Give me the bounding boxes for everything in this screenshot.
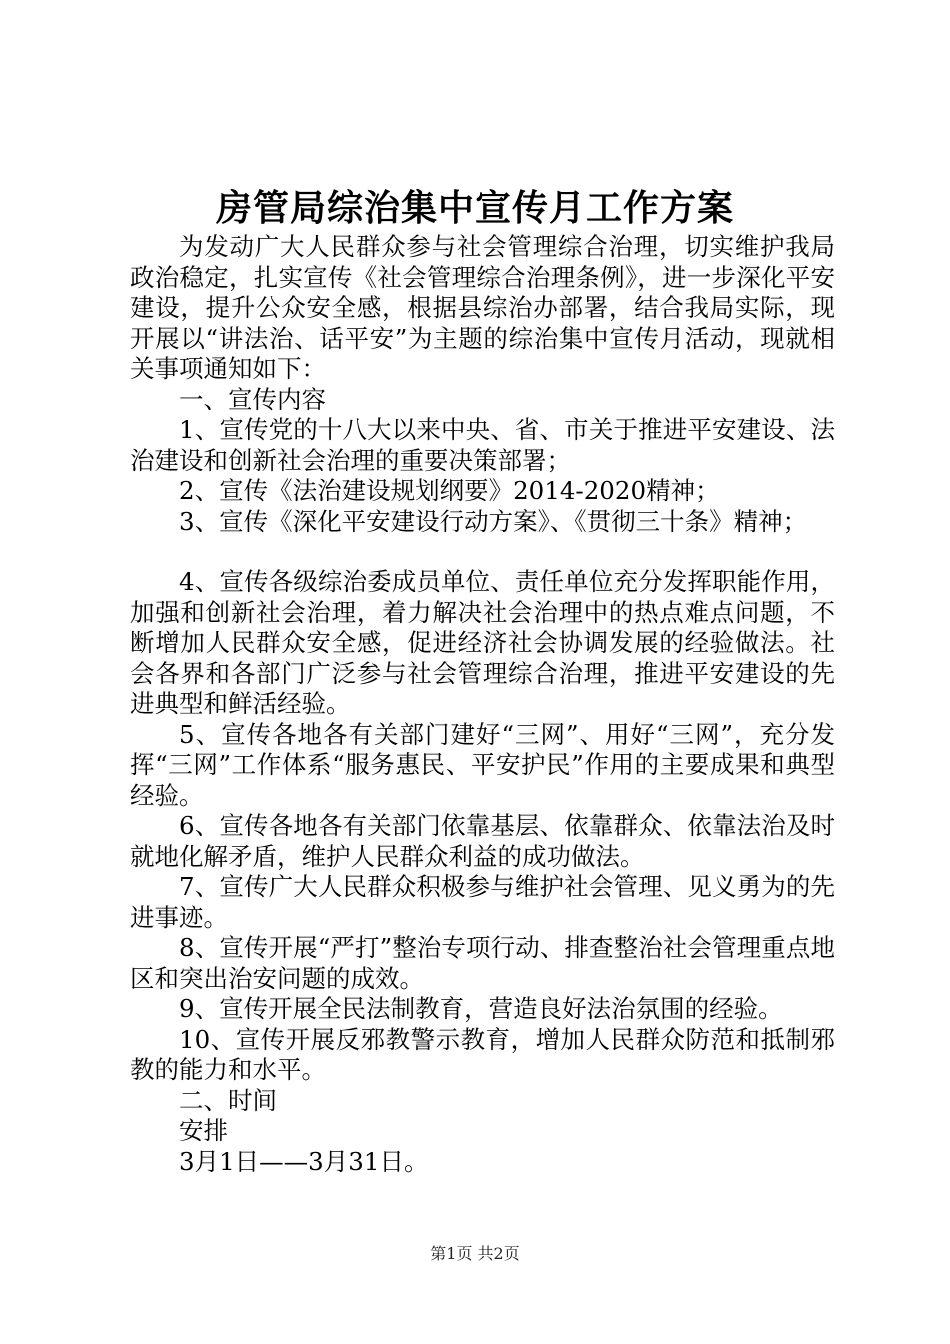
list-item: 7、宣传广大人民群众积极参与维护社会管理、见义勇为的先进事迹。 — [130, 872, 835, 932]
list-item: 1、宣传党的十八大以来中央、省、市关于推进平安建设、法治建设和创新社会治理的重要决策部署； — [130, 415, 835, 475]
page-footer: 第1页 共2页 — [430, 1244, 520, 1263]
list-item: 9、宣传开展全民法制教育，营造良好法治氛围的经验。 — [179, 994, 783, 1023]
list-item: 4、宣传各级综治委成员单位、责任单位充分发挥职能作用，加强和创新社会治理，着力解决社会治理中的热点难点问题，不断增加人民群众安全感，促进经济社会协调发展的经验做法。社会各界和各部门广泛参与社会管理综合治理，推进平安建设的先进典型和鲜活经验。 — [130, 567, 835, 718]
list-item: 6、宣传各地各有关部门依靠基层、依靠群众、依靠法治及时就地化解矛盾，维护人民群众利益的成功做法。 — [130, 811, 835, 871]
intro-paragraph: 为发动广大人民群众参与社会管理综合治理，切实维护我局政治稳定，扎实宣传《社会管理综合治理条例》，进一步深化平安建设，提升公众安全感，根据县综治办部署，结合我局实际，现开展以“讲法治、话平安”为主题的综治集中宣传月活动，现就相关事项通知如下： — [130, 232, 835, 383]
section-heading-content: 一、宣传内容 — [179, 384, 326, 414]
list-item: 5、宣传各地各有关部门建好“三网”、用好“三网”，充分发挥“三网”工作体系“服务惠民、平安护民”作用的主要成果和典型经验。 — [130, 719, 835, 810]
list-item: 10、宣传开展反邪教警示教育，增加人民群众防范和抵制邪教的能力和水平。 — [130, 1024, 835, 1084]
list-item: 8、宣传开展“严打”整治专项行动、排查整治社会管理重点地区和突出治安问题的成效。 — [130, 933, 835, 993]
list-item: 3、宣传《深化平安建设行动方案》、《贯彻三十条》精神； — [179, 506, 808, 536]
schedule-dates: 3月1日——3月31日。 — [179, 1146, 429, 1176]
document-body — [130, 232, 835, 1177]
list-item: 2、宣传《法治建设规划纲要》2014-2020精神； — [179, 476, 720, 505]
schedule-label: 安排 — [179, 1116, 228, 1145]
section-heading-time: 二、时间 — [179, 1085, 277, 1115]
document-title: 房管局综治集中宣传月工作方案 — [215, 187, 734, 229]
